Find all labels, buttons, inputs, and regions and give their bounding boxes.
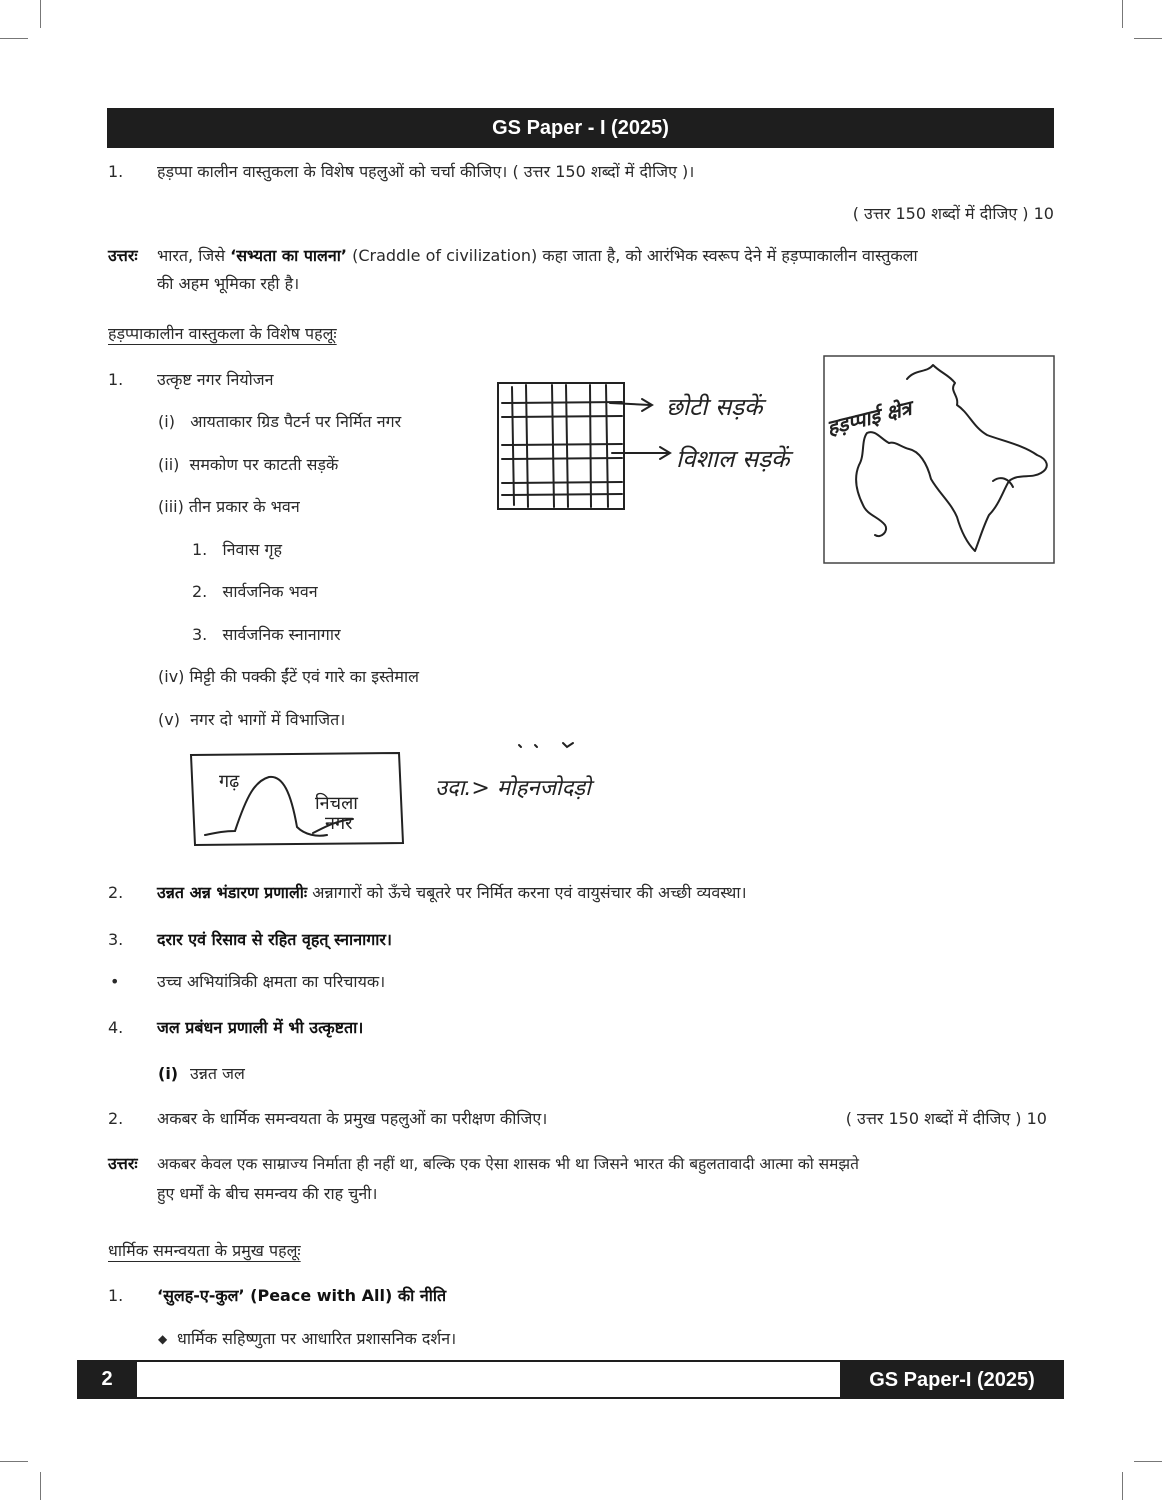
sub-item: (ii) समकोण पर काटती सड़कें	[158, 455, 339, 474]
crop-mark	[1122, 1472, 1123, 1500]
building-type: 1. निवास गृह	[192, 540, 282, 559]
point-title: उत्कृष्ट नगर नियोजन	[157, 370, 274, 389]
crop-mark	[1134, 38, 1162, 39]
crop-mark	[1134, 1461, 1162, 1462]
point-title: दरार एवं रिसाव से रहित वृहत् स्नानागार।	[157, 930, 392, 949]
sub-item: (iv) मिट्टी की पक्की ईंटें एवं गारे का इस्तेमाल	[158, 667, 419, 686]
point-number: 3.	[108, 930, 124, 949]
lower-town-label: नगर	[325, 813, 353, 834]
grid-town-sketch	[490, 355, 810, 520]
crop-mark	[0, 38, 28, 39]
grid-sketch-label: छोटी सड़कें	[666, 393, 763, 421]
footer-title: GS Paper-I (2025)	[840, 1361, 1064, 1399]
answer-label: उत्तरः	[108, 1154, 138, 1173]
answer-text: भारत, जिसे	[157, 246, 231, 265]
sub-item: (i) आयताकार ग्रिड पैटर्न पर निर्मित नगर	[158, 412, 402, 431]
sub-item-text: उन्नत जल	[190, 1064, 245, 1083]
map-sketch-label: हड़प्पाई क्षेत्र	[824, 395, 914, 440]
sub-item: (iii) तीन प्रकार के भवन	[158, 497, 300, 516]
crop-mark	[40, 0, 41, 28]
bullet-text: धार्मिक सहिष्णुता पर आधारित प्रशासनिक दर्शन।	[177, 1329, 457, 1348]
crop-mark	[40, 1472, 41, 1500]
question-marks: ( उत्तर 150 शब्दों में दीजिए ) 10	[845, 1109, 1047, 1128]
answer-label: उत्तरः	[108, 246, 138, 265]
section-heading: हड़प्पाकालीन वास्तुकला के विशेष पहलूः	[108, 324, 337, 343]
point-title: जल प्रबंधन प्रणाली में भी उत्कृष्टता।	[157, 1018, 364, 1037]
crop-mark	[1122, 0, 1123, 28]
question-marks: ( उत्तर 150 शब्दों में दीजिए ) 10	[852, 204, 1054, 223]
point-title: उन्नत अन्न भंडारण प्रणालीः	[157, 883, 308, 902]
citadel-label: गढ़	[219, 771, 240, 792]
answer-text: (Craddle of civilization) कहा जाता है, को आरंभिक स्वरूप देने में हड़प्पाकालीन वास्तुकला	[347, 246, 918, 265]
point-text	[157, 882, 747, 904]
question-text: अकबर के धार्मिक समन्वयता के प्रमुख पहलुओं का परीक्षण कीजिए।	[157, 1109, 548, 1128]
answer-line: की अहम भूमिका रही है।	[157, 274, 300, 293]
answer-line: हुए धर्मों के बीच समन्वय की राह चुनी।	[157, 1184, 378, 1203]
point-number: 4.	[108, 1018, 124, 1037]
point-title: ‘सुलह-ए-कुल’ (Peace with All) की नीति	[157, 1286, 447, 1305]
question-number: 1.	[108, 162, 124, 181]
question-number: 2.	[108, 1109, 124, 1128]
answer-line: अकबर केवल एक साम्राज्य निर्माता ही नहीं था, बल्कि एक ऐसा शासक भी था जिसने भारत की बहुलतावादी आत्मा को समझते	[157, 1155, 859, 1173]
section-heading: धार्मिक समन्वयता के प्रमुख पहलूः	[108, 1241, 301, 1260]
crop-mark	[0, 1461, 28, 1462]
diamond-bullet: ◆	[158, 1332, 168, 1346]
building-type: 3. सार्वजनिक स्नानागार	[192, 625, 341, 644]
page-header-banner: GS Paper - I (2025)	[107, 108, 1054, 148]
citadel-lower-town-sketch	[185, 735, 745, 855]
bullet-marker: •	[110, 972, 120, 991]
answer-line	[157, 245, 918, 267]
point-number: 1.	[108, 370, 124, 389]
point-body: अन्नागारों को ऊँचे चबूतरे पर निर्मित करना एवं वायुसंचार की अच्छी व्यवस्था।	[307, 883, 747, 902]
question-text: हड़प्पा कालीन वास्तुकला के विशेष पहलुओं को चर्चा कीजिए। ( उत्तर 150 शब्दों में दीजिए )।	[157, 162, 695, 181]
sub-item-number: (i)	[158, 1064, 179, 1083]
point-number: 2.	[108, 883, 124, 902]
lower-town-label: निचला	[315, 793, 358, 814]
sub-item: (v) नगर दो भागों में विभाजित।	[158, 710, 346, 729]
point-number: 1.	[108, 1286, 124, 1305]
example-label: उदा.> मोहनजोदड़ो	[435, 776, 591, 801]
building-type: 2. सार्वजनिक भवन	[192, 582, 318, 601]
india-map-sketch	[823, 355, 1055, 565]
page-number: 2	[77, 1361, 137, 1399]
answer-emphasis: ‘सभ्यता का पालना’	[230, 246, 348, 265]
bullet-text: उच्च अभियांत्रिकी क्षमता का परिचायक।	[157, 972, 386, 991]
grid-sketch-label: विशाल सड़कें	[676, 445, 790, 473]
